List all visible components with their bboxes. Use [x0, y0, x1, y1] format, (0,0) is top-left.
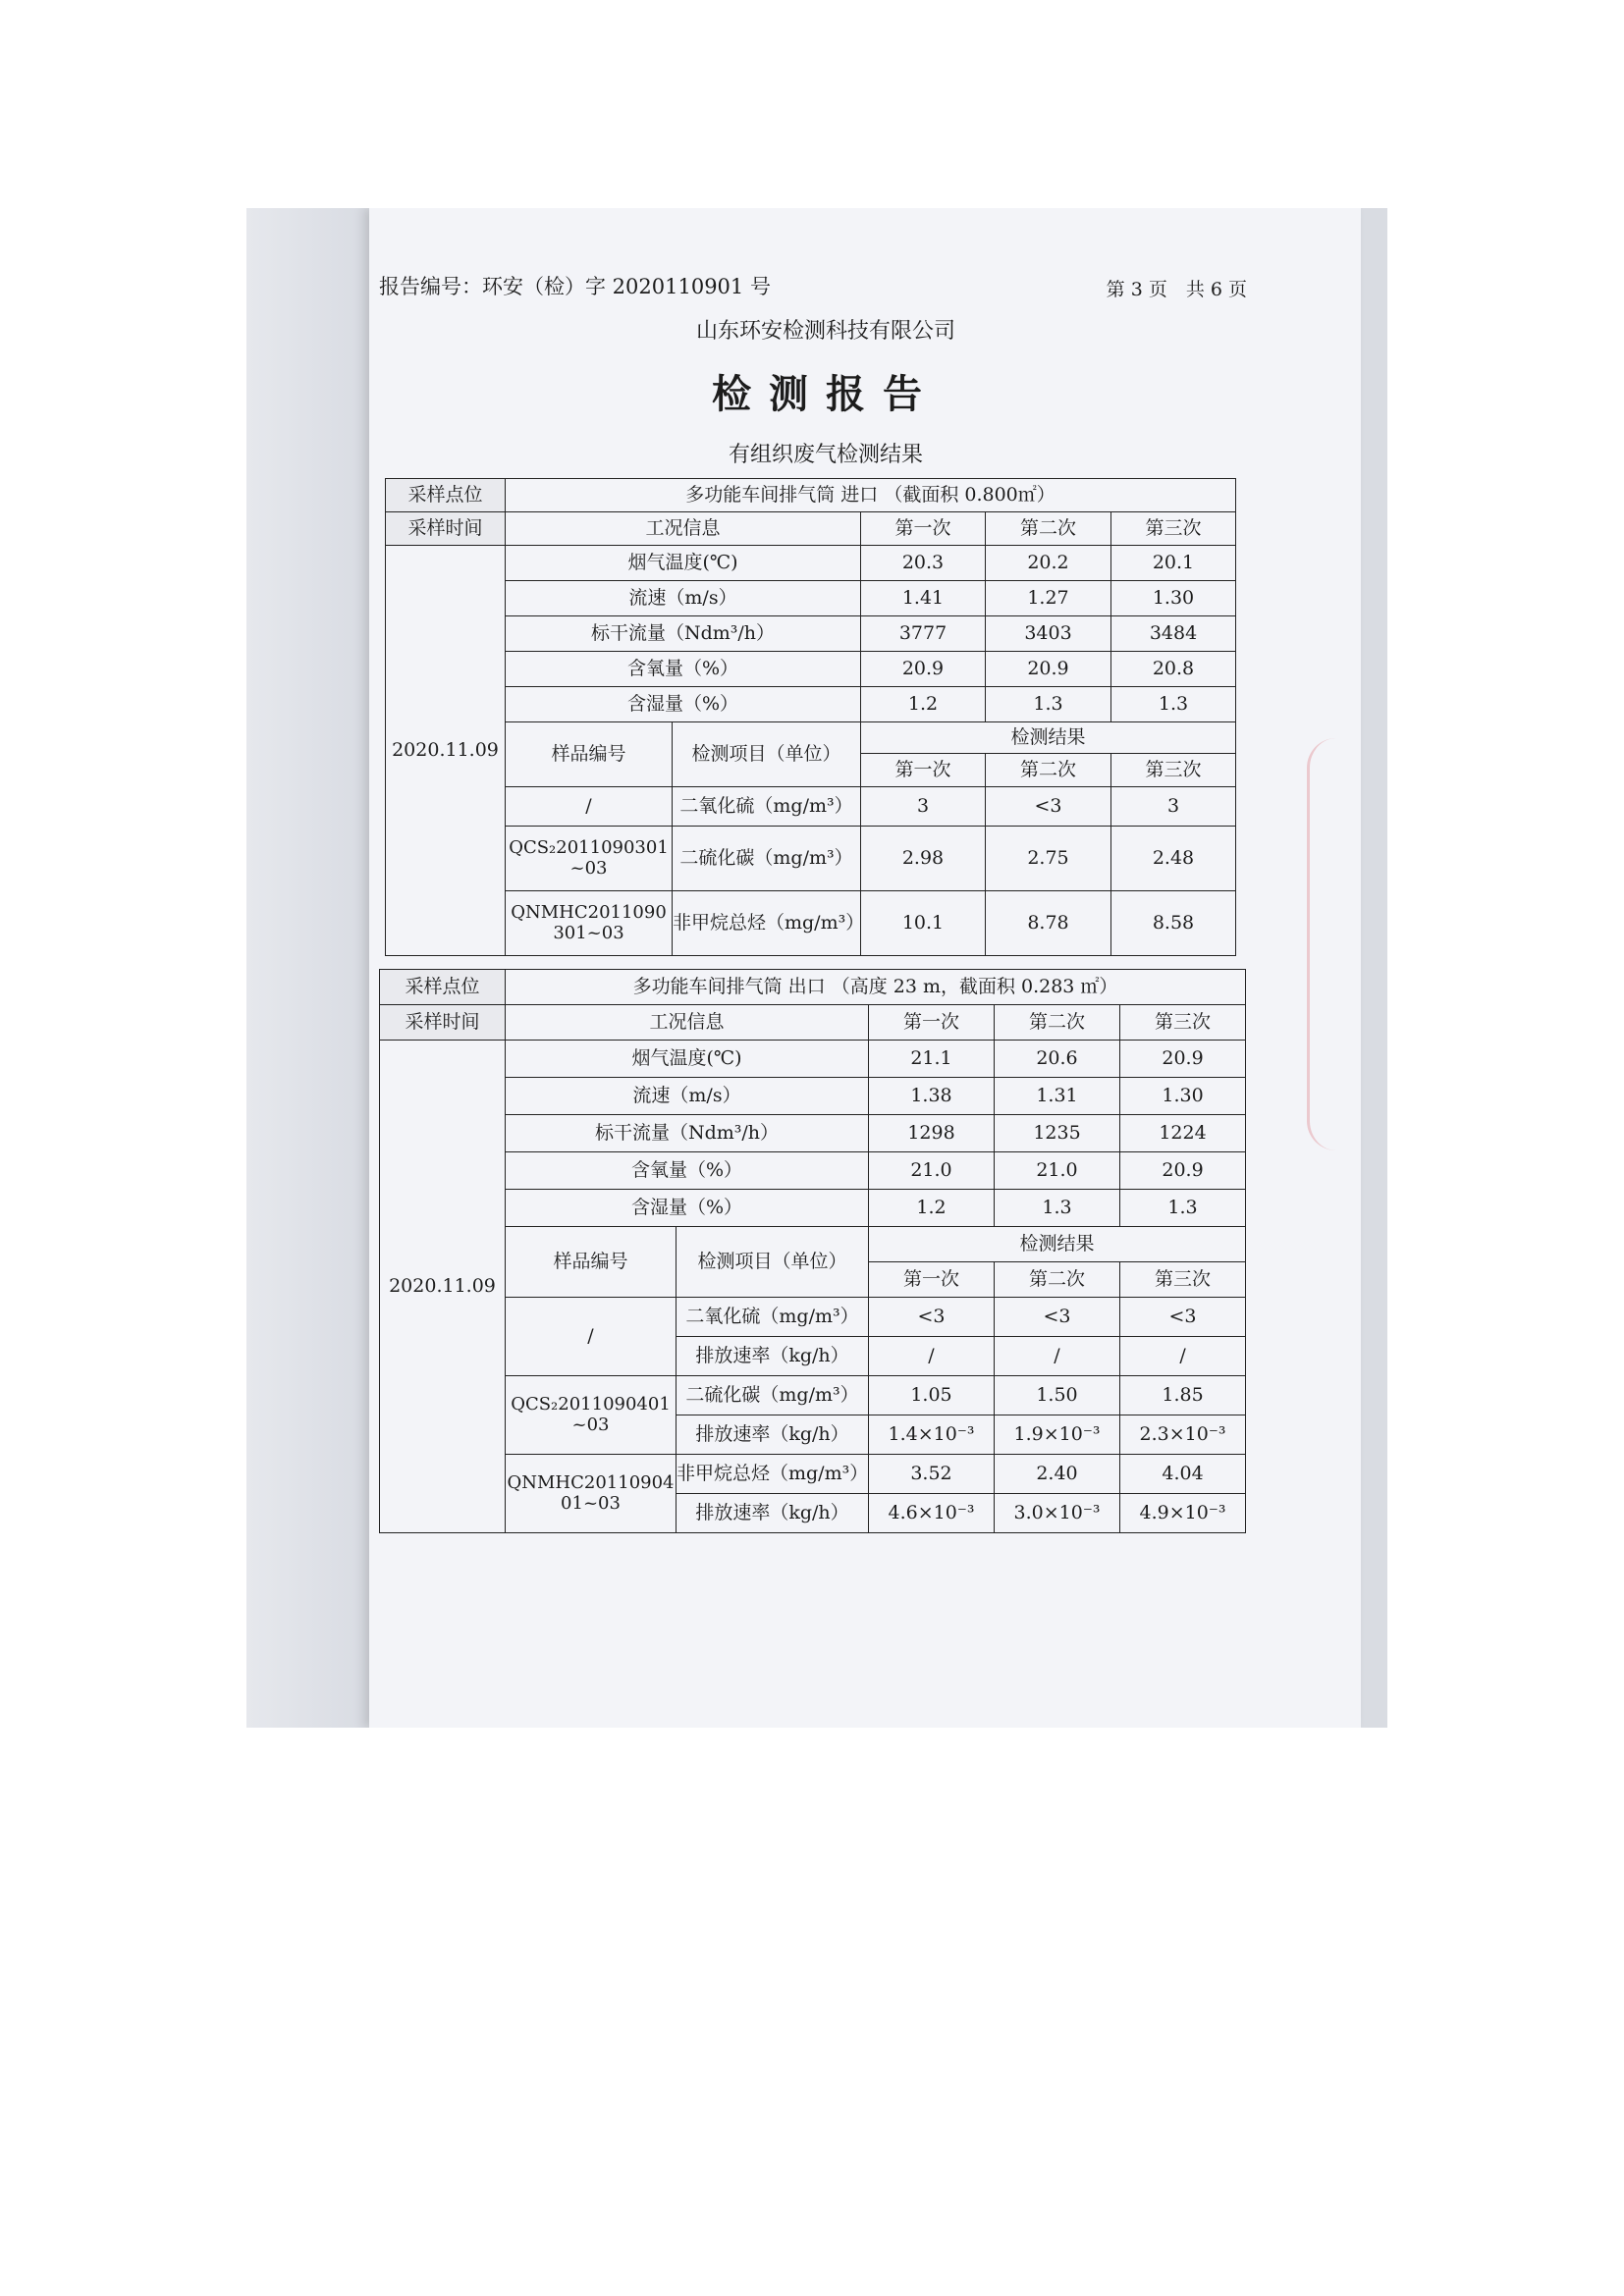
condition-value: 20.3 [861, 546, 986, 581]
label-sampling-point: 采样点位 [386, 479, 506, 512]
test-item: 非甲烷总烃（mg/m³） [673, 891, 861, 956]
label-sampling-time: 采样时间 [380, 1005, 506, 1041]
result-value: 1.85 [1120, 1376, 1246, 1415]
condition-value: 1.3 [995, 1190, 1120, 1227]
label-first: 第一次 [869, 1005, 995, 1041]
result-value: <3 [869, 1298, 995, 1337]
result-value: 3 [861, 787, 986, 827]
report-subtitle: 有组织废气检测结果 [728, 443, 923, 467]
sample-no: QNMHC2011090401~03 [506, 1455, 677, 1533]
label-test-result: 检测结果 [861, 722, 1236, 754]
condition-name: 含氧量（%） [506, 652, 861, 687]
condition-value: 1235 [995, 1115, 1120, 1152]
result-value: 2.98 [861, 827, 986, 891]
rate-item: 排放速率（kg/h） [677, 1337, 869, 1376]
result-value: 3.52 [869, 1455, 995, 1494]
condition-name: 流速（m/s） [506, 581, 861, 616]
outlet-results-table [379, 969, 1246, 1533]
condition-value: 20.2 [986, 546, 1111, 581]
test-item: 二氧化硫（mg/m³） [677, 1298, 869, 1337]
result-value: 2.75 [986, 827, 1111, 891]
condition-name: 标干流量（Ndm³/h） [506, 616, 861, 652]
condition-value: 1.31 [995, 1078, 1120, 1115]
rate-value: / [1120, 1337, 1246, 1376]
condition-value: 1.3 [986, 687, 1111, 722]
rate-value: 4.6×10⁻³ [869, 1494, 995, 1533]
label-condition-info: 工况信息 [506, 1005, 869, 1041]
result-value: 1.05 [869, 1376, 995, 1415]
label-sampling-point: 采样点位 [380, 970, 506, 1005]
test-item: 二硫化碳（mg/m³） [673, 827, 861, 891]
report-page [369, 208, 1361, 1728]
inlet-results-table [385, 478, 1236, 956]
label-sampling-time: 采样时间 [386, 512, 506, 546]
photo-background [246, 208, 1387, 1728]
condition-value: 1.3 [1111, 687, 1236, 722]
condition-value: 1.30 [1120, 1078, 1246, 1115]
previous-page-edge [246, 208, 364, 1728]
condition-value: 20.6 [995, 1041, 1120, 1078]
condition-value: 1.30 [1111, 581, 1236, 616]
condition-value: 20.8 [1111, 652, 1236, 687]
label-second: 第二次 [995, 1262, 1120, 1298]
condition-name: 烟气温度(℃) [506, 546, 861, 581]
sampling-date: 2020.11.09 [386, 546, 506, 956]
result-value: 2.48 [1111, 827, 1236, 891]
label-third: 第三次 [1120, 1262, 1246, 1298]
condition-value: 1.2 [869, 1190, 995, 1227]
rate-value: 3.0×10⁻³ [995, 1494, 1120, 1533]
result-value: 2.40 [995, 1455, 1120, 1494]
condition-value: 21.1 [869, 1041, 995, 1078]
page-number: 第 3 页 共 6 页 [1106, 279, 1247, 300]
result-value: 8.58 [1111, 891, 1236, 956]
result-value: 4.04 [1120, 1455, 1246, 1494]
condition-value: 1.38 [869, 1078, 995, 1115]
label-test-item: 检测项目（单位） [677, 1227, 869, 1298]
label-first: 第一次 [861, 512, 986, 546]
rate-value: / [869, 1337, 995, 1376]
sample-no: QCS₂2011090401~03 [506, 1376, 677, 1455]
condition-value: 20.9 [1120, 1041, 1246, 1078]
label-test-result: 检测结果 [869, 1227, 1246, 1262]
test-item: 非甲烷总烃（mg/m³） [677, 1455, 869, 1494]
condition-value: 1.27 [986, 581, 1111, 616]
condition-value: 1.3 [1120, 1190, 1246, 1227]
label-third: 第三次 [1111, 754, 1236, 787]
condition-value: 1.2 [861, 687, 986, 722]
result-value: 10.1 [861, 891, 986, 956]
rate-value: 4.9×10⁻³ [1120, 1494, 1246, 1533]
rate-value: 1.9×10⁻³ [995, 1415, 1120, 1455]
sample-no: QCS₂2011090301~03 [506, 827, 673, 891]
sample-no: / [506, 787, 673, 827]
condition-name: 含氧量（%） [506, 1152, 869, 1190]
condition-value: 21.0 [995, 1152, 1120, 1190]
condition-value: 3777 [861, 616, 986, 652]
result-value: 8.78 [986, 891, 1111, 956]
label-test-item: 检测项目（单位） [673, 722, 861, 787]
rate-value: 1.4×10⁻³ [869, 1415, 995, 1455]
test-item: 二氧化硫（mg/m³） [673, 787, 861, 827]
condition-name: 含湿量（%） [506, 1190, 869, 1227]
report-title: 检测报告 [712, 371, 940, 417]
sample-no: / [506, 1298, 677, 1376]
condition-name: 含湿量（%） [506, 687, 861, 722]
condition-name: 流速（m/s） [506, 1078, 869, 1115]
result-value: <3 [1120, 1298, 1246, 1337]
rate-item: 排放速率（kg/h） [677, 1494, 869, 1533]
rate-value: / [995, 1337, 1120, 1376]
condition-name: 标干流量（Ndm³/h） [506, 1115, 869, 1152]
result-value: <3 [995, 1298, 1120, 1337]
condition-value: 3403 [986, 616, 1111, 652]
label-sample-no: 样品编号 [506, 722, 673, 787]
label-sample-no: 样品编号 [506, 1227, 677, 1298]
condition-value: 20.9 [1120, 1152, 1246, 1190]
label-first: 第一次 [869, 1262, 995, 1298]
result-value: 3 [1111, 787, 1236, 827]
sampling-point-value: 多功能车间排气筒 出口 （高度 23 m，截面积 0.283 ㎡） [506, 970, 1246, 1005]
result-value: 1.50 [995, 1376, 1120, 1415]
condition-value: 1224 [1120, 1115, 1246, 1152]
label-third: 第三次 [1111, 512, 1236, 546]
condition-name: 烟气温度(℃) [506, 1041, 869, 1078]
label-second: 第二次 [986, 512, 1111, 546]
rate-item: 排放速率（kg/h） [677, 1415, 869, 1455]
report-number: 报告编号：环安（检）字 2020110901 号 [379, 275, 771, 298]
result-value: <3 [986, 787, 1111, 827]
label-condition-info: 工况信息 [506, 512, 861, 546]
label-third: 第三次 [1120, 1005, 1246, 1041]
company-name: 山东环安检测科技有限公司 [695, 319, 955, 344]
condition-value: 20.9 [986, 652, 1111, 687]
test-item: 二硫化碳（mg/m³） [677, 1376, 869, 1415]
condition-value: 1.41 [861, 581, 986, 616]
seal-stamp-fragment [1307, 738, 1357, 1150]
condition-value: 20.9 [861, 652, 986, 687]
condition-value: 1298 [869, 1115, 995, 1152]
condition-value: 21.0 [869, 1152, 995, 1190]
label-second: 第二次 [995, 1005, 1120, 1041]
condition-value: 20.1 [1111, 546, 1236, 581]
condition-value: 3484 [1111, 616, 1236, 652]
label-second: 第二次 [986, 754, 1111, 787]
sample-no: QNMHC2011090301~03 [506, 891, 673, 956]
sampling-point-value: 多功能车间排气筒 进口 （截面积 0.800㎡） [506, 479, 1236, 512]
label-first: 第一次 [861, 754, 986, 787]
sampling-date: 2020.11.09 [380, 1041, 506, 1533]
rate-value: 2.3×10⁻³ [1120, 1415, 1246, 1455]
